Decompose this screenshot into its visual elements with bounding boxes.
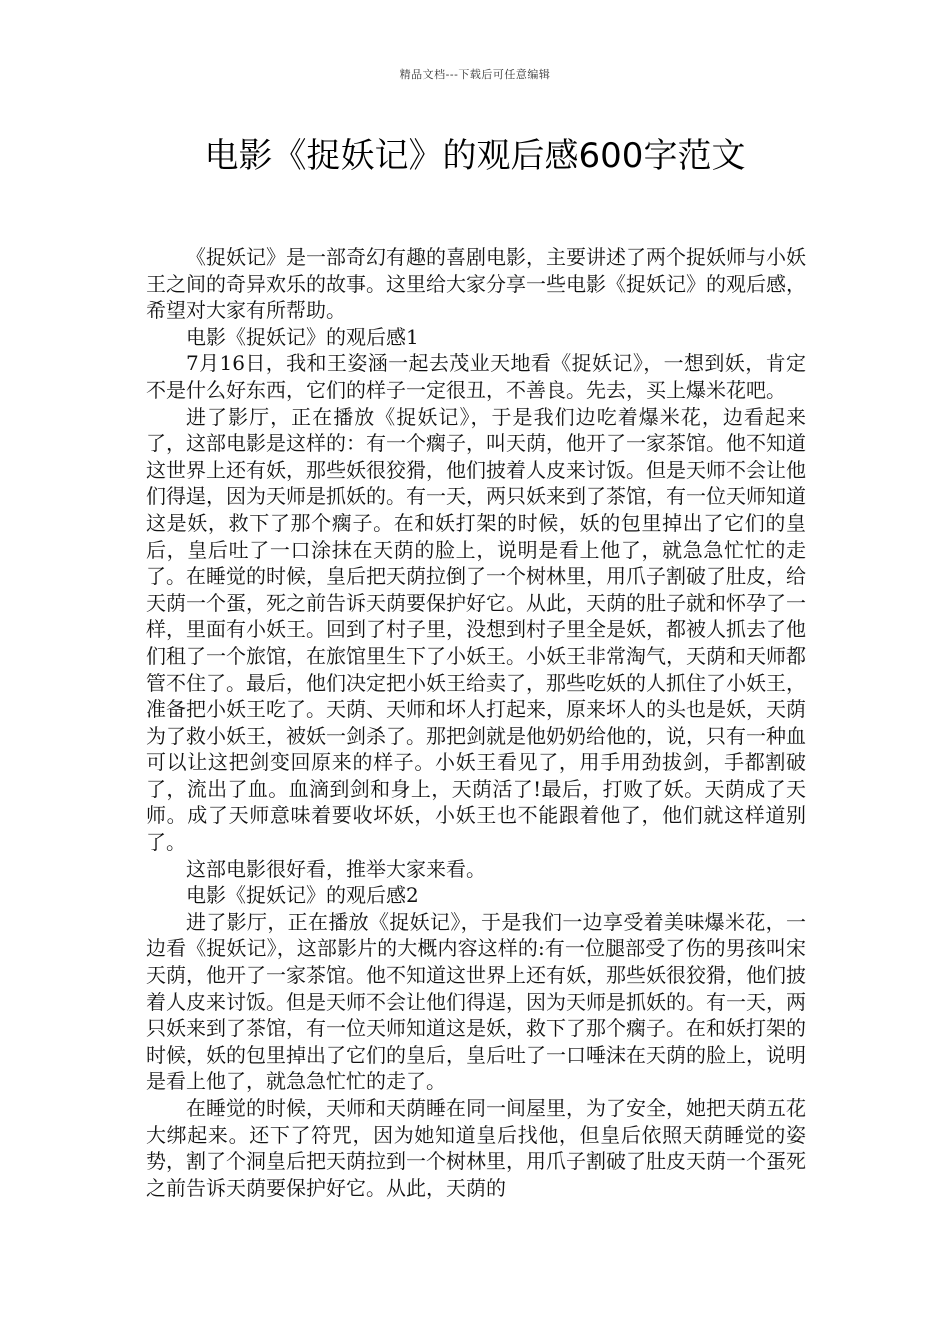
document-body <box>146 244 806 1201</box>
paragraph: 这部电影很好看，推举大家来看。 <box>186 856 486 881</box>
paragraph-intro: 《捉妖记》是一部奇幻有趣的喜剧电影，主要讲述了两个捉妖师与小妖王之间的奇异欢乐的故事。这里给大家分享一些电影《捉妖记》的观后感，希望对大家有所帮助。 <box>146 245 806 323</box>
paragraph: 在睡觉的时候，天师和天荫睡在同一间屋里，为了安全，她把天荫五花大绑起来。还下了符咒，因为她知道皇后找他，但皇后依照天荫睡觉的姿势，割了个洞皇后把天荫拉到一个树林里，用爪子割破了肚皮天荫一个蛋死之前告诉天荫要保护好它。从此，天荫的 <box>146 1096 806 1200</box>
paragraph: 7月16日，我和王姿涵一起去茂业天地看《捉妖记》，一想到妖，肯定不是什么好东西，它们的样子一定很丑，不善良。先去，买上爆米花吧。 <box>146 351 806 402</box>
section-heading-1: 电影《捉妖记》的观后感1 <box>186 324 419 349</box>
paragraph: 进了影厅，正在播放《捉妖记》，于是我们一边享受着美味爆米花，一边看《捉妖记》，这部影片的大概内容这样的:有一位腿部受了伤的男孩叫宋天荫，他开了一家茶馆。他不知道这世界上还有妖，那些妖很狡猾，他们披着人皮来讨饭。但是天师不会让他们得逞，因为天师是抓妖的。有一天，两只妖来到了茶馆，有一位天师知道这是妖，救下了那个瘸子。在和妖打架的时候，妖的包里掉出了它们的皇后，皇后吐了一口唾沫在天荫的脸上，说明是看上他了，就急急忙忙的走了。 <box>146 909 806 1094</box>
document-title: 电影《捉妖记》的观后感600字范文 <box>204 136 746 176</box>
paragraph: 进了影厅，正在播放《捉妖记》，于是我们边吃着爆米花，边看起来了，这部电影是这样的：有一个瘸子，叫天荫，他开了一家茶馆。他不知道这世界上还有妖，那些妖很狡猾，他们披着人皮来讨饭。但是天师不会让他们得逞，因为天师是抓妖的。有一天，两只妖来到了茶馆，有一位天师知道这是妖，救下了那个瘸子。在和妖打架的时候，妖的包里掉出了它们的皇后，皇后吐了一口涂抹在天荫的脸上，说明是看上他了，就急急忙忙的走了。在睡觉的时候，皇后把天荫拉倒了一个树林里，用爪子割破了肚皮，给天荫一个蛋，死之前告诉天荫要保护好它。从此，天荫的肚子就和怀孕了一样，里面有小妖王。回到了村子里，没想到村子里全是妖，都被人抓去了他们租了一个旅馆，在旅馆里生下了小妖王。小妖王非常淘气，天荫和天师都管不住了。最后，他们决定把小妖王给卖了，那些吃妖的人抓住了小妖王，准备把小妖王吃了。天荫、天师和坏人打起来，原来坏人的头也是妖，天荫为了救小妖王，被妖一剑杀了。那把剑就是他奶奶给他的，说，只有一种血可以让这把剑变回原来的样子。小妖王看见了，用手用劲拔剑，手都割破了，流出了血。血滴到剑和身上，天荫活了!最后，打败了妖。天荫成了天师。成了天师意味着要收坏妖，小妖王也不能跟着他了，他们就这样道别了。 <box>146 404 806 855</box>
section-heading-2: 电影《捉妖记》的观后感2 <box>186 883 419 908</box>
header-note: 精品文档---下载后可任意编辑 <box>399 68 551 81</box>
